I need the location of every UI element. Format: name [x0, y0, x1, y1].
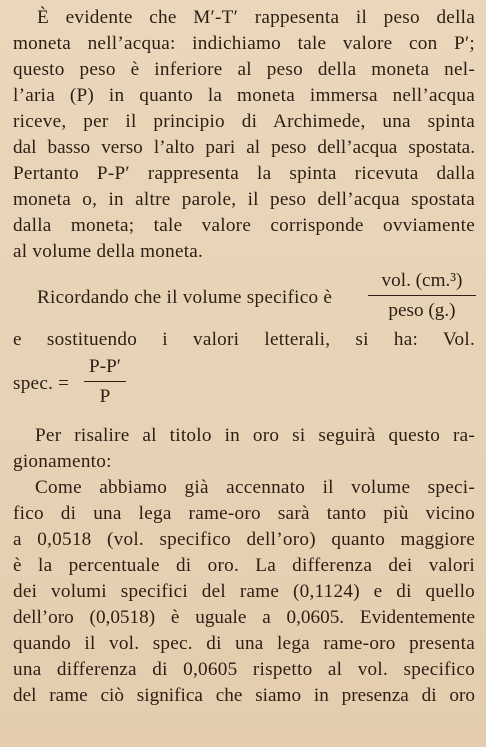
formula-lead-text: spec. =	[13, 373, 70, 394]
fraction-volume-specific	[368, 270, 476, 322]
fraction-bar	[368, 295, 476, 296]
fraction-numerator: vol. (cm.³)	[381, 270, 463, 291]
text-line: del rame ciò significa che siamo in presenza di oro	[13, 685, 475, 706]
text-line: Come abbiamo già accennato il volume speci-	[35, 477, 475, 498]
fraction-denominator: P	[99, 386, 111, 407]
fraction-numerator: P-P′	[89, 356, 121, 377]
text-line: dei volumi specifici del rame (0,1124) e di quello	[13, 581, 475, 602]
text-line: moneta o, in altre parole, il peso dell’acqua spostata	[13, 189, 475, 210]
fraction-bar	[84, 381, 126, 382]
text-line: dalla moneta; tale valore corrisponde ovviamente	[13, 215, 475, 236]
text-line: questo peso è inferiore al peso della moneta nel-	[13, 59, 475, 80]
text-line: una differenza di 0,0605 rispetto al vol. specifico	[13, 659, 475, 680]
text-line: riceve, per il principio di Archimede, una spinta	[13, 111, 475, 132]
text-line: È evidente che M′-T′ rappesenta il peso della	[37, 7, 475, 28]
text-line: a 0,0518 (vol. specifico dell’oro) quanto maggiore	[13, 529, 475, 550]
text-line: Pertanto P-P′ rappresenta la spinta ricevuta dalla	[13, 163, 475, 184]
text-line: e sostituendo i valori letterali, si ha: Vol.	[13, 329, 475, 350]
text-line: moneta nell’acqua: indichiamo tale valore con P′;	[13, 33, 475, 54]
text-line: quando il vol. spec. di una lega rame-oro presenta	[13, 633, 475, 654]
formula-lead-text: Ricordando che il volume specifico è	[37, 287, 333, 308]
text-line: fico di una lega rame-oro sarà tanto più vicino	[13, 503, 475, 524]
text-line: dal basso verso l’alto pari al peso dell’acqua spostata.	[13, 137, 475, 158]
text-line: Per risalire al titolo in oro si seguirà questo ra-	[35, 425, 475, 446]
text-line: al volume della moneta.	[13, 241, 204, 262]
fraction-denominator: peso (g.)	[388, 300, 456, 321]
text-line: l’aria (P) in quanto la moneta immersa nell’acqua	[13, 85, 475, 106]
text-line: dell’oro (0,0518) è uguale a 0,0605. Evidentemente	[13, 607, 475, 628]
text-line: è la percentuale di oro. La differenza dei valori	[13, 555, 475, 576]
text-line: gionamento:	[13, 451, 112, 472]
fraction-specific-volume-result	[84, 356, 126, 408]
